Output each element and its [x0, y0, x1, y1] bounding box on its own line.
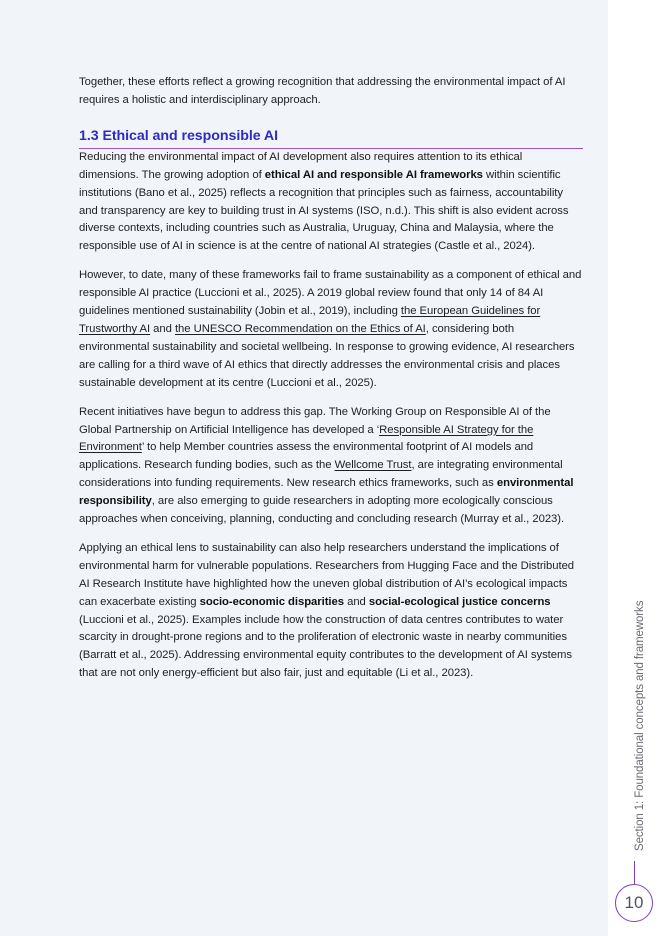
bold-term-social-ecological-justice: social-ecological justice concerns	[368, 595, 551, 608]
text-run: within scientific institutions (Bano et al., 2025) reflects a recognition that principles such as fairness, accountability and transparency are key to building trust in AI systems (ISO, n.d.). This shift is also evident across diverse contexts, including countries such as Australia, Uruguay, China and Malaysia, where the responsible use of AI in science is at the centre of national AI strategies (Castle et al., 2024).	[79, 168, 569, 253]
page-body	[79, 74, 583, 694]
link-responsible-ai-strategy[interactable]: Responsible AI Strategy for the Environment	[79, 423, 534, 454]
text-run: and	[344, 595, 369, 608]
text-run: , considering both environmental sustainability and societal wellbeing. In response to growing evidence, AI researchers are calling for a third wave of AI ethics that directly addresses the environmental crisis and places sustainable development at its centre (Luccioni et al., 2025).	[79, 322, 575, 389]
text-run: and	[150, 322, 175, 335]
link-european-guidelines[interactable]: the European Guidelines for Trustworthy AI	[79, 305, 541, 335]
paragraph-recent-initiatives	[79, 404, 583, 529]
section-heading: 1.3 Ethical and responsible AI	[79, 126, 583, 149]
paragraph-ethical-dimensions	[79, 149, 583, 256]
link-unesco-recommendation[interactable]: the UNESCO Recommendation on the Ethics of AI	[174, 322, 426, 335]
bold-term-environmental-responsibility: environmental responsibility	[79, 477, 574, 508]
intro-paragraph: Together, these efforts reflect a growing recognition that addressing the environmental impact of AI requires a holistic and interdisciplinary approach.	[79, 76, 566, 106]
text-run: , are integrating environmental considerations into funding requirements. New research ethics frameworks, such as	[79, 459, 563, 490]
paragraph-frameworks-gap	[79, 267, 583, 392]
page-number-badge	[615, 884, 653, 922]
paragraph-ethical-lens	[79, 540, 583, 683]
text-run: Applying an ethical lens to sustainability can also help researchers understand the implications of environmental harm for vulnerable populations. Researchers from Hugging Face and the Distributed AI Research Institute have highlighted how the uneven global distribution of AI’s ecological impacts can exacerbate existing	[79, 541, 575, 608]
text-run: However, to date, many of these frameworks fail to frame sustainability as a component of ethical and responsible AI practice (Luccioni et al., 2025). A 2019 global review found that only 14 of 84 AI guidelines mentioned sustainability (Jobin et al., 2019), including	[79, 269, 582, 318]
text-run: ’ to help Member countries assess the environmental footprint of AI models and applications. Research funding bodies, such as the	[79, 441, 534, 472]
title-connector-line	[634, 861, 635, 884]
page-number: 10	[624, 893, 644, 912]
text-run: (Luccioni et al., 2025). Examples include how the construction of data centres contributes to water scarcity in drought-prone regions and to the proliferation of electronic waste in nearby communities (Barratt et al., 2025). Addressing environmental equity contributes to the development of AI systems that are not only energy-efficient but also fair, just and equitable (Li et al., 2023).	[79, 613, 572, 680]
text-run: Reducing the environmental impact of AI development also requires attention to its ethical dimensions. The growing adoption of	[79, 150, 523, 181]
bold-term-socio-economic-disparities: socio-economic disparities	[199, 595, 344, 608]
text-run: Recent initiatives have begun to address this gap. The Working Group on Responsible AI of the Global Partnership on Artificial Intelligence has developed a ‘	[79, 405, 551, 436]
bold-term-ethical-ai-frameworks: ethical AI and responsible AI frameworks	[264, 168, 483, 181]
text-run: , are also emerging to guide researchers in adopting more ecologically conscious approaches when conceiving, planning, conducting and concluding research (Murray et al., 2023).	[79, 495, 565, 526]
link-wellcome-trust[interactable]: Wellcome Trust	[334, 459, 412, 472]
running-section-title: Section 1: Foundational concepts and frameworks	[634, 600, 646, 851]
